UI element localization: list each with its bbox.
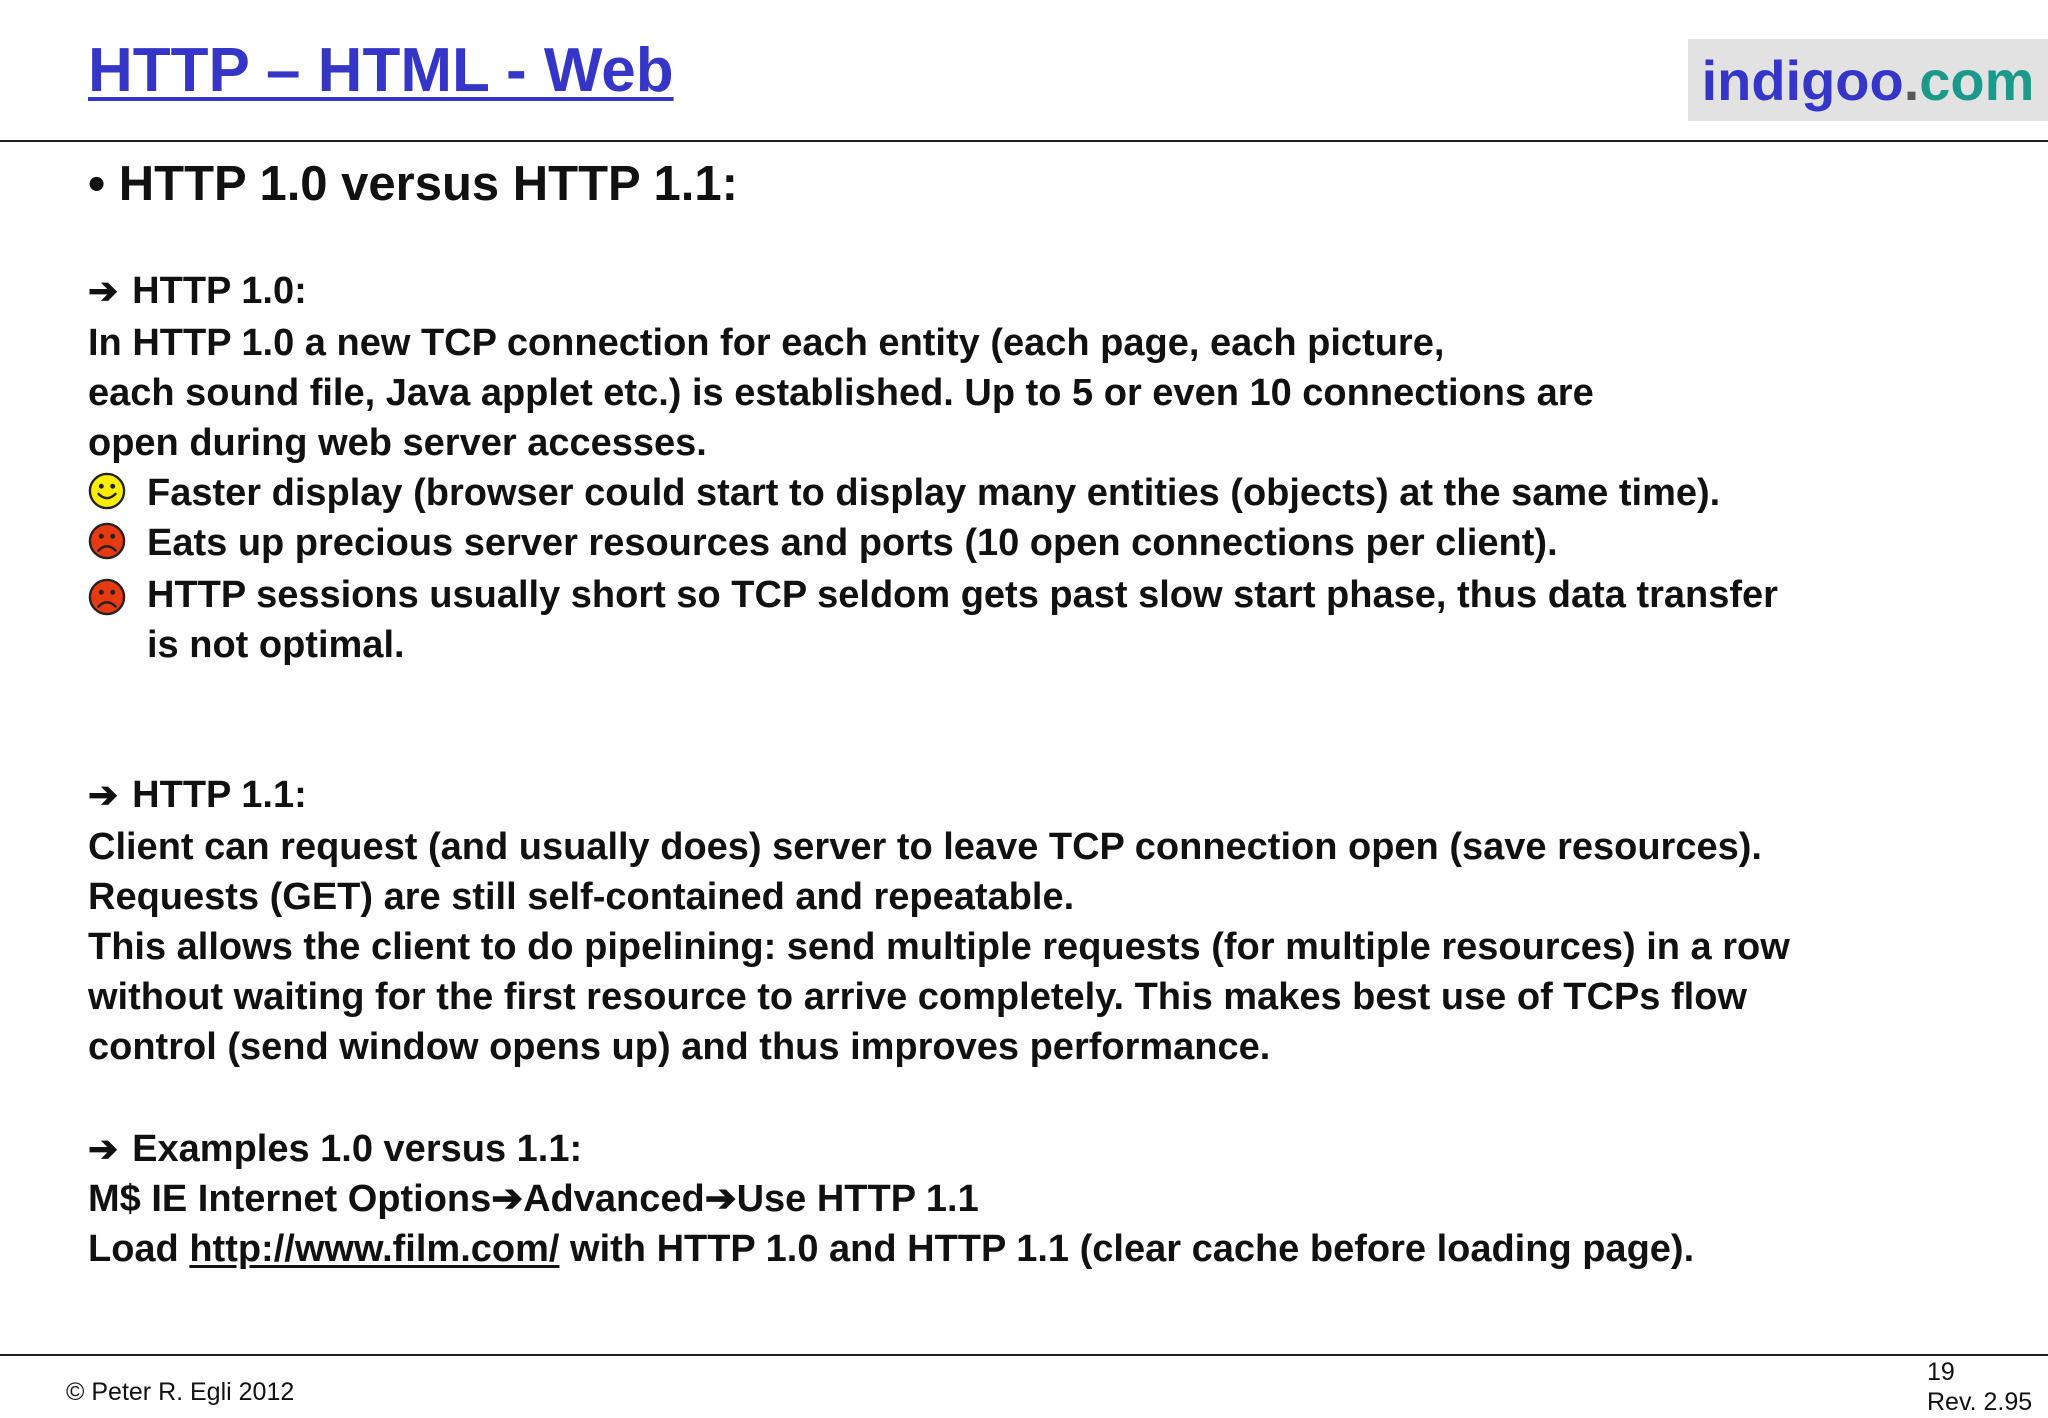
slide-heading [88,158,738,212]
brand-dot: . [1903,48,1920,112]
con-point: Eats up precious server resources and ports (10 open connections per client). [147,522,1558,564]
copyright: © Peter R. Egli 2012 [66,1378,295,1406]
header-divider [0,140,2048,142]
arrow-icon: ➔ [704,1178,737,1220]
slide-title: HTTP – HTML - Web [88,36,674,105]
arrow-icon: ➔ [88,774,119,815]
arrow-icon: ➔ [88,270,119,311]
http11-line: This allows the client to do pipelining: send multiple requests (for multiple resources) in a row [88,926,1790,968]
film-link[interactable]: http://www.film.com/ [189,1228,560,1270]
http10-line: each sound file, Java applet etc.) is established. Up to 5 or even 10 connections are [88,372,1594,414]
section-title-http10: ➔ HTTP 1.0: [88,266,307,316]
menu-path-step: Advanced [523,1178,705,1220]
http11-line: control (send window opens up) and thus improves performance. [88,1026,1271,1068]
sad-face-icon [88,522,126,560]
brand-name: indigoo [1701,48,1904,112]
load-instruction: Load http://www.film.com/ with HTTP 1.0 and HTTP 1.1 (clear cache before loading page). [88,1228,1695,1270]
con-point: HTTP sessions usually short so TCP seldom gets past slow start phase, thus data transfer [147,574,1778,616]
section-title-examples: ➔ Examples 1.0 versus 1.1: [88,1124,582,1174]
heading-text: HTTP 1.0 versus HTTP 1.1: [118,157,738,211]
menu-path [88,1174,979,1224]
http11-line: Requests (GET) are still self-contained and repeatable. [88,876,1075,918]
section-title-http11: ➔ HTTP 1.1: [88,770,307,820]
http10-line: In HTTP 1.0 a new TCP connection for each entity (each page, each picture, [88,322,1445,364]
menu-path-step: Use HTTP 1.1 [736,1178,979,1220]
arrow-icon: ➔ [491,1178,524,1220]
http11-line: without waiting for the first resource to arrive completely. This makes best use of TCPs flow [88,976,1747,1018]
brand-logo [1688,39,2048,121]
smiley-face-icon [88,472,126,510]
arrow-icon: ➔ [88,1128,119,1169]
con-point-continuation: is not optimal. [147,624,405,666]
sad-face-icon [88,578,126,616]
pro-point: Faster display (browser could start to display many entities (objects) at the same time). [147,472,1721,514]
brand-tld: com [1919,48,2035,112]
menu-path-step: M$ IE Internet Options [88,1178,492,1220]
revision: Rev. 2.95 [1927,1388,2033,1416]
http10-line: open during web server accesses. [88,422,707,464]
bullet-glyph: • [88,157,106,211]
http11-line: Client can request (and usually does) server to leave TCP connection open (save resources). [88,826,1762,868]
footer-divider [0,1354,2048,1356]
page-number: 19 [1927,1358,1955,1386]
